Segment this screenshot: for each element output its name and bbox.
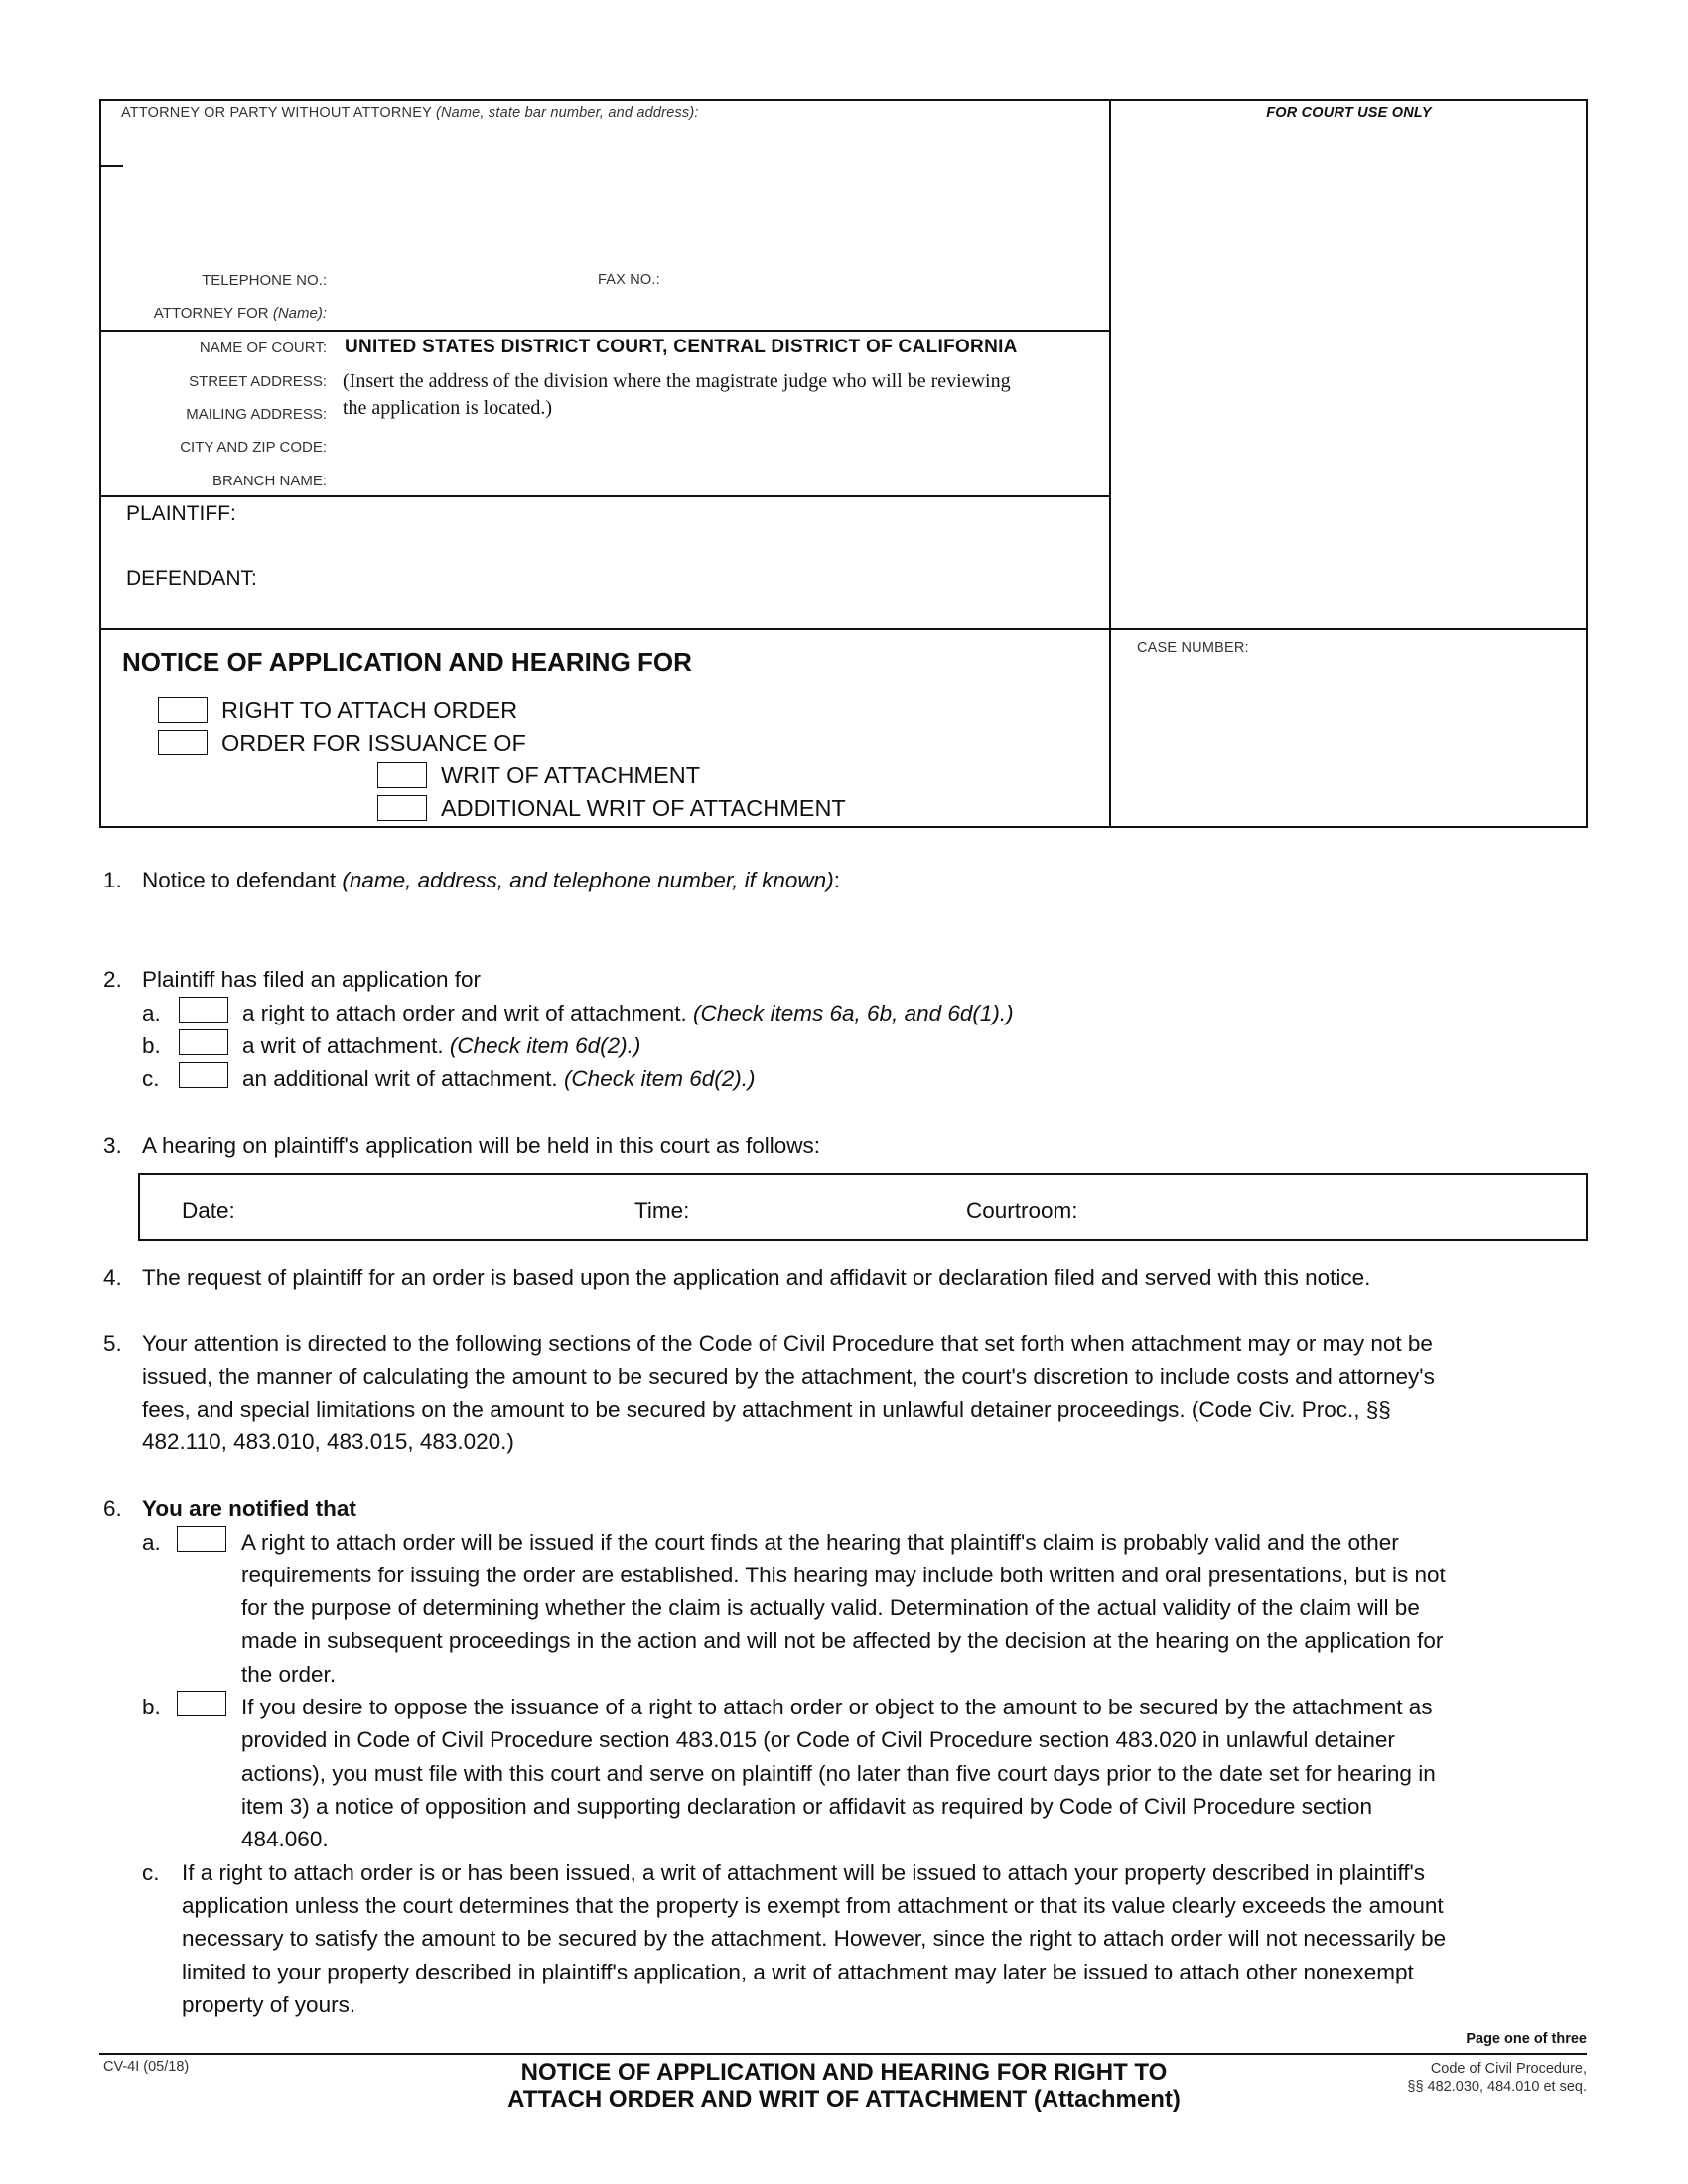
item-2-number: 2. (103, 967, 122, 992)
hearing-date-label: Date: (182, 1198, 235, 1223)
court-use-label: FOR COURT USE ONLY (1266, 105, 1432, 121)
code-reference-line1: Code of Civil Procedure, (1430, 2061, 1587, 2077)
item-6a-line4: made in subsequent proceedings in the action and will not be affected by the decision at the hearing on the application for (241, 1628, 1444, 1653)
item-6c-line2: application unless the court determines that the property is exempt from attachment or that its value clearly exceeds the amount (182, 1893, 1444, 1918)
item-2a-label: a right to attach order and writ of attachment. (242, 1001, 693, 1025)
name-of-court-label: NAME OF COURT: (199, 340, 327, 356)
item-3-number: 3. (103, 1133, 122, 1158)
writ-checkbox[interactable] (377, 762, 427, 788)
item-6c-line3: necessary to satisfy the amount to be secured by the attachment. However, since the right to attach order will not necessarily be (182, 1926, 1447, 1951)
attorney-for-text: ATTORNEY FOR (153, 305, 269, 322)
address-note-line1: (Insert the address of the division where the magistrate judge who will be reviewing (343, 370, 1011, 392)
item-6b-line2: provided in Code of Civil Procedure section 483.015 (or Code of Civil Procedure section 483.020 in unlawful detainer (241, 1727, 1395, 1752)
item-2a-letter: a. (142, 1001, 161, 1025)
item-2c-hint: (Check item 6d(2).) (563, 1066, 756, 1091)
item-2a-text (242, 997, 1014, 1029)
item-1-end: : (833, 868, 840, 892)
hearing-box (138, 1173, 1588, 1241)
row-divider-parties (99, 495, 1110, 497)
item-5-line4: 482.110, 483.010, 483.015, 483.020.) (142, 1430, 514, 1454)
item-2c-label: an additional writ of attachment. (242, 1066, 564, 1091)
item-6c-letter: c. (142, 1860, 160, 1885)
item-6a-line2: requirements for issuing the order are established. This hearing may include both written and oral presentations, but is not (241, 1563, 1446, 1587)
table-border-bottom (99, 826, 1588, 828)
table-border-top (99, 99, 1588, 101)
attorney-label-text: ATTORNEY OR PARTY WITHOUT ATTORNEY (121, 105, 432, 121)
item-6b-line3: actions), you must file with this court and serve on plaintiff (no later than five court days prior to the date set for hearing in (241, 1761, 1436, 1786)
item-5-line2: issued, the manner of calculating the amount to be secured by the attachment, the court's discretion to include costs and attorney's (142, 1364, 1435, 1389)
footer-title-line2: ATTACH ORDER AND WRIT OF ATTACHMENT (Attachment) (507, 2086, 1181, 2113)
additional-writ-checkbox[interactable] (377, 795, 427, 821)
item-5-line3: fees, and special limitations on the amount to be secured by attachment in unlawful detainer proceedings. (Code Civ. Proc., §§ (142, 1397, 1391, 1422)
table-border-right (1586, 99, 1588, 828)
page-indicator: Page one of three (1466, 2031, 1587, 2047)
item-6c-line4: limited to your property described in plaintiff's application, a writ of attachment may later be issued to attach other nonexempt (182, 1960, 1414, 1984)
item-6a-letter: a. (142, 1530, 161, 1555)
item-2c-text (242, 1062, 755, 1095)
item-2b-text (242, 1029, 640, 1062)
item-2a-checkbox[interactable] (179, 997, 228, 1023)
fax-label: FAX NO.: (598, 272, 660, 288)
item-5-number: 5. (103, 1331, 122, 1356)
item-2c-checkbox[interactable] (179, 1062, 228, 1088)
column-divider (1109, 99, 1111, 828)
item-2-text: Plaintiff has filed an application for (142, 967, 482, 992)
order-issuance-label: ORDER FOR ISSUANCE OF (221, 730, 526, 755)
right-to-attach-checkbox[interactable] (158, 697, 208, 723)
item-6b-line1: If you desire to oppose the issuance of a right to attach order or object to the amount to be secured by the attachment as (241, 1695, 1433, 1719)
item-2b-hint: (Check item 6d(2).) (449, 1033, 641, 1058)
item-6a-line1: A right to attach order will be issued if the court finds at the hearing that plaintiff's claim is probably valid and the other (241, 1530, 1399, 1555)
item-6b-line5: 484.060. (241, 1827, 329, 1851)
right-to-attach-label: RIGHT TO ATTACH ORDER (221, 697, 518, 723)
item-6a-line5: the order. (241, 1662, 337, 1687)
item-4-number: 4. (103, 1265, 122, 1290)
attorney-for-label (99, 305, 327, 322)
item-5-line1: Your attention is directed to the following sections of the Code of Civil Procedure that set forth when attachment may or may not be (142, 1331, 1433, 1356)
attorney-label (121, 105, 699, 121)
row-divider-title (99, 628, 1588, 630)
plaintiff-label: PLAINTIFF: (126, 502, 236, 525)
footer-rule (99, 2053, 1587, 2055)
item-3-text: A hearing on plaintiff's application will be held in this court as follows: (142, 1133, 821, 1158)
item-2b-checkbox[interactable] (179, 1029, 228, 1055)
attorney-for-hint: (Name): (272, 305, 327, 322)
branch-name-label: BRANCH NAME: (211, 473, 327, 489)
item-4-text: The request of plaintiff for an order is based upon the application and affidavit or declaration filed and served with this notice. (142, 1265, 1371, 1290)
writ-label: WRIT OF ATTACHMENT (441, 762, 701, 788)
notice-title: NOTICE OF APPLICATION AND HEARING FOR (122, 647, 692, 677)
defendant-label: DEFENDANT: (126, 567, 257, 590)
attorney-tick (99, 165, 123, 167)
footer-title-line1: NOTICE OF APPLICATION AND HEARING FOR RIGHT TO (520, 2059, 1168, 2086)
telephone-label: TELEPHONE NO.: (202, 272, 327, 289)
item-1-text (142, 864, 840, 896)
item-1-number: 1. (103, 868, 122, 892)
case-number-label: CASE NUMBER: (1137, 640, 1249, 656)
hearing-time-label: Time: (634, 1198, 690, 1223)
name-of-court-value: UNITED STATES DISTRICT COURT, CENTRAL DISTRICT OF CALIFORNIA (345, 337, 1018, 357)
order-issuance-checkbox[interactable] (158, 730, 208, 755)
item-6-number: 6. (103, 1496, 122, 1521)
city-zip-label: CITY AND ZIP CODE: (180, 439, 327, 456)
item-6-text: You are notified that (142, 1496, 356, 1521)
item-1-label: Notice to defendant (142, 868, 343, 892)
code-reference (1291, 2060, 1587, 2096)
item-6c-line5: property of yours. (182, 1992, 356, 2017)
item-2b-label: a writ of attachment. (242, 1033, 450, 1058)
form-id: CV-4I (05/18) (103, 2059, 190, 2075)
item-6a-checkbox[interactable] (177, 1526, 226, 1552)
hearing-courtroom-label: Courtroom: (966, 1198, 1078, 1223)
item-1-hint: (name, address, and telephone number, if known) (342, 868, 834, 892)
item-6c-line1: If a right to attach order is or has been issued, a writ of attachment will be issued to attach your property described in plaintiff's (182, 1860, 1426, 1885)
additional-writ-label: ADDITIONAL WRIT OF ATTACHMENT (441, 795, 846, 821)
address-note-line2: the application is located.) (343, 397, 553, 419)
item-6b-letter: b. (142, 1695, 161, 1719)
street-address-label: STREET ADDRESS: (189, 373, 327, 390)
item-2b-letter: b. (142, 1033, 161, 1058)
item-6b-line4: item 3) a notice of opposition and supporting declaration or affidavit as required by Code of Civil Procedure section (241, 1794, 1372, 1819)
item-2c-letter: c. (142, 1066, 160, 1091)
table-border-left (99, 99, 101, 828)
code-reference-line2: §§ 482.030, 484.010 et seq. (1407, 2079, 1587, 2095)
item-6b-checkbox[interactable] (177, 1691, 226, 1716)
item-6a-line3: for the purpose of determining whether the claim is actually valid. Determination of the actual validity of the claim will be (241, 1595, 1420, 1620)
item-2a-hint: (Check items 6a, 6b, and 6d(1).) (693, 1001, 1014, 1025)
attorney-label-hint: (Name, state bar number, and address): (435, 105, 699, 121)
footer-title (348, 2059, 1340, 2113)
mailing-address-label: MAILING ADDRESS: (186, 406, 327, 423)
row-divider-court (99, 330, 1110, 332)
